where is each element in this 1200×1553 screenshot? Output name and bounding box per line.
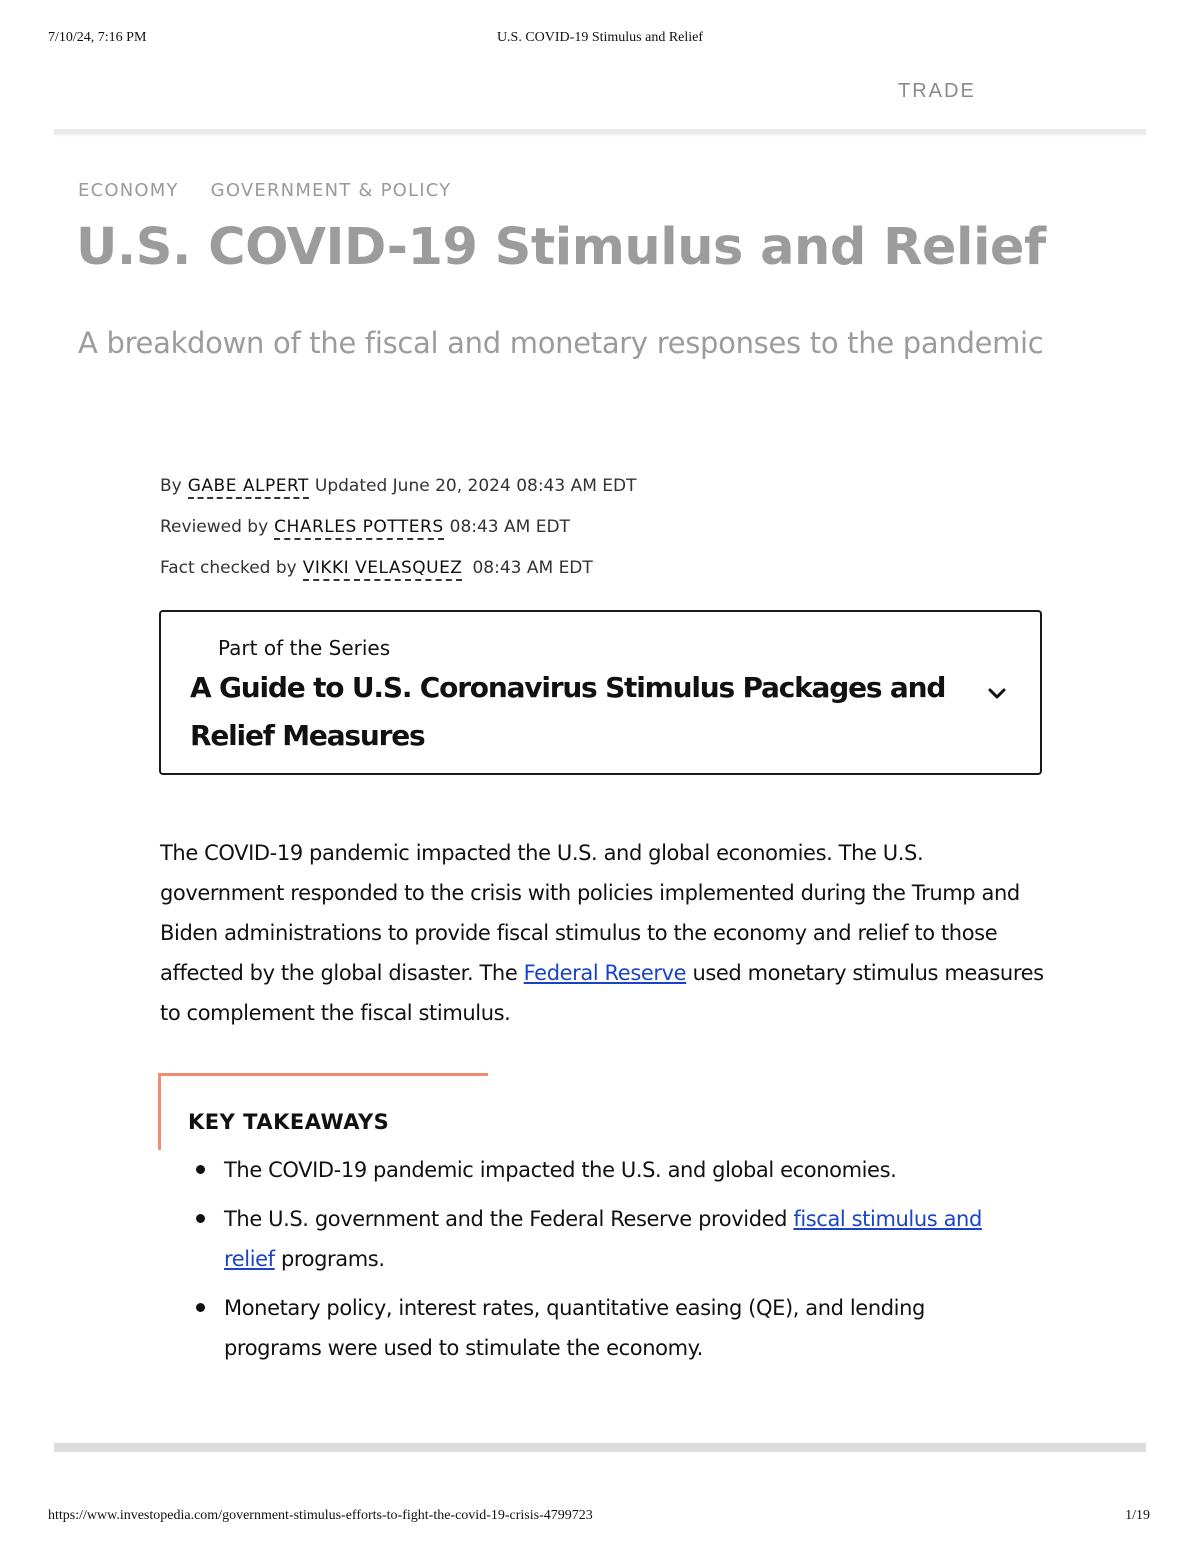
takeaway-text-start: The U.S. government and the Federal Reserve provided: [224, 1207, 794, 1231]
bullet-icon: [196, 1303, 205, 1312]
list-item: [196, 1150, 1016, 1190]
reviewed-time: 08:43 AM EDT: [449, 517, 570, 537]
factcheck-label: Fact checked by: [160, 558, 297, 578]
nav-trade-link[interactable]: TRADE: [898, 80, 976, 102]
byline-author-row: [160, 476, 637, 496]
breadcrumb-economy[interactable]: ECONOMY: [78, 180, 179, 201]
byline-factcheck-row: [160, 558, 593, 578]
intro-text-end: used monetary stimulus measures to complement the fiscal stimulus.: [160, 961, 1044, 1025]
factchecker-link[interactable]: VIKKI VELASQUEZ: [303, 558, 463, 581]
intro-text-start: The COVID-19 pandemic impacted the U.S. and global economies. The U.S. government responded to the crisis with policies implemented during the Trump and Biden administrations to provide fiscal stimulus to the economy and relief to those affected by the global disaster. The: [160, 841, 1020, 985]
print-footer: [0, 1508, 1200, 1528]
reviewer-link[interactable]: CHARLES POTTERS: [274, 517, 443, 540]
print-doc-title: U.S. COVID-19 Stimulus and Relief: [496, 30, 704, 45]
author-link[interactable]: GABE ALPERT: [188, 476, 309, 499]
breadcrumb-government-policy[interactable]: GOVERNMENT & POLICY: [210, 180, 452, 201]
page-title: U.S. COVID-19 Stimulus and Relief: [76, 218, 1046, 277]
key-takeaways-heading: KEY TAKEAWAYS: [188, 1110, 390, 1134]
series-kicker: Part of the Series: [218, 636, 391, 660]
print-header: [0, 30, 1200, 50]
takeaways-accent-left: [158, 1073, 161, 1150]
series-title: A Guide to U.S. Coronavirus Stimulus Packages and Relief Measures: [190, 671, 946, 752]
breadcrumb: [78, 180, 451, 201]
takeaway-text: Monetary policy, interest rates, quantitative easing (QE), and lending programs were used to stimulate the economy.: [224, 1296, 925, 1360]
chevron-down-icon[interactable]: [986, 682, 1008, 704]
byline-reviewer-row: [160, 517, 570, 537]
takeaway-text: The COVID-19 pandemic impacted the U.S. and global economies.: [224, 1158, 897, 1182]
print-url: https://www.investopedia.com/government-stimulus-efforts-to-fight-the-covid-19-crisis-4799723: [48, 1508, 593, 1523]
fiscal-stimulus-link[interactable]: fiscal stimulus and relief: [224, 1207, 982, 1271]
takeaways-accent-top: [158, 1073, 488, 1076]
reviewed-label: Reviewed by: [160, 517, 269, 537]
by-label: By: [160, 476, 182, 496]
key-takeaways-list: [196, 1150, 1016, 1377]
footer-divider: [54, 1443, 1146, 1452]
print-datetime: 7/10/24, 7:16 PM: [48, 30, 147, 45]
intro-paragraph: [160, 833, 1050, 1033]
factcheck-time: 08:43 AM EDT: [472, 558, 593, 578]
page-subtitle: A breakdown of the fiscal and monetary responses to the pandemic: [78, 326, 1044, 360]
federal-reserve-link[interactable]: Federal Reserve: [523, 961, 687, 985]
print-page-number: 1/19: [1125, 1508, 1150, 1523]
bullet-icon: [196, 1214, 205, 1223]
list-item: [196, 1288, 1016, 1368]
takeaway-text-end: programs.: [274, 1247, 385, 1271]
series-box[interactable]: [159, 610, 1042, 775]
list-item: [196, 1199, 1016, 1279]
header-divider: [54, 129, 1146, 134]
bullet-icon: [196, 1165, 205, 1174]
updated-date: Updated June 20, 2024 08:43 AM EDT: [314, 476, 637, 496]
